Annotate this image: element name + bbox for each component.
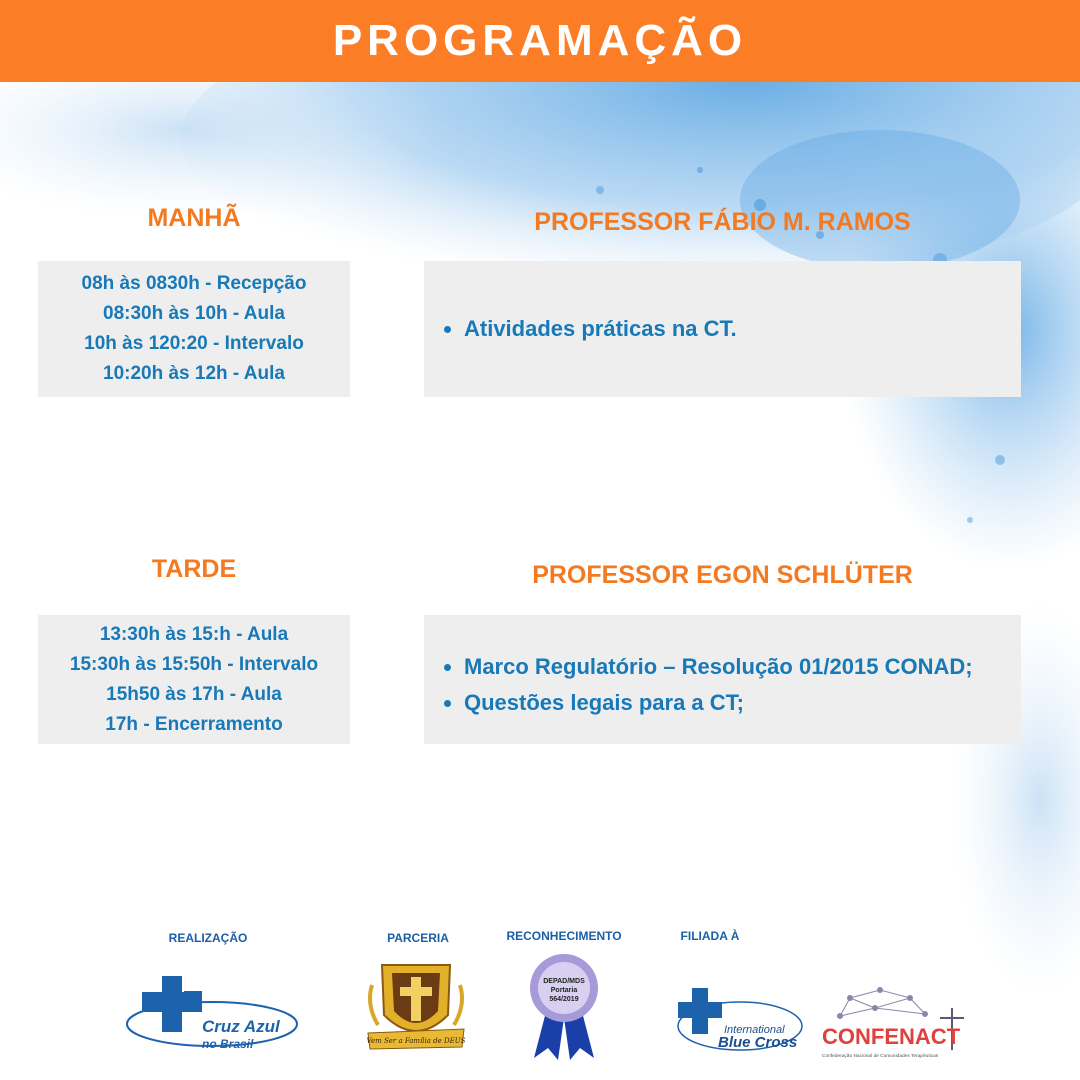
- parceria-logo-text: Vem Ser a Família de DEUS: [366, 1037, 466, 1045]
- schedule-item: 08:30h às 10h - Aula: [103, 303, 285, 324]
- schedule-item: 10:20h às 12h - Aula: [103, 363, 285, 384]
- seal-line2: Portaria: [550, 987, 578, 994]
- confenact-subtitle: Confederação Nacional de Comunidades Terapêuticas: [822, 1054, 939, 1059]
- recognition-seal: [522, 952, 606, 1062]
- parceria-logo: [364, 955, 468, 1059]
- schedule-item: 15h50 às 17h - Aula: [106, 683, 282, 705]
- page-title: PROGRAMAÇÃO: [332, 16, 748, 65]
- blue-cross-logo: [674, 986, 808, 1062]
- schedule-item: 17h - Encerramento: [105, 713, 283, 735]
- schedule-item: 08h às 0830h - Recepção: [81, 273, 307, 294]
- label-filiada: FILIADA À: [680, 929, 740, 943]
- afternoon-title: TARDE: [151, 555, 237, 583]
- schedule-item: 13:30h às 15:h - Aula: [99, 623, 289, 645]
- label-realizacao: REALIZAÇÃO: [168, 931, 248, 945]
- seal-line3: 564/2019: [549, 996, 579, 1003]
- seal-line1: DEPAD/MDS: [543, 978, 585, 985]
- blue-cross-line2: Blue Cross: [718, 1034, 798, 1051]
- morning-topics-list: [424, 311, 1021, 347]
- cruz-azul-logo: [122, 972, 300, 1064]
- afternoon-topics-list: [424, 649, 1021, 721]
- confenact-logo: [820, 986, 966, 1064]
- morning-professor: PROFESSOR FÁBIO M. RAMOS: [534, 208, 911, 236]
- morning-schedule-box: [38, 261, 350, 397]
- afternoon-professor: PROFESSOR EGON SCHLÜTER: [532, 561, 913, 589]
- label-reconhecimento: RECONHECIMENTO: [506, 929, 622, 943]
- topic-item: • Marco Regulatório – Resolução 01/2015 CONAD;: [464, 649, 1021, 685]
- network-globe-icon: [838, 988, 928, 1019]
- header-banner: [0, 0, 1080, 82]
- morning-title: MANHÃ: [147, 204, 241, 232]
- schedule-item: 15:30h às 15:50h - Intervalo: [69, 653, 319, 675]
- morning-topics-box: [424, 261, 1021, 397]
- label-parceria: PARCERIA: [387, 931, 449, 945]
- blue-cross-line1: International: [724, 1024, 785, 1036]
- afternoon-schedule-box: [38, 615, 350, 744]
- schedule-item: 10h às 120:20 - Intervalo: [84, 333, 304, 354]
- afternoon-topics-box: [424, 615, 1021, 744]
- topic-item: • Atividades práticas na CT.: [464, 311, 1021, 347]
- confenact-name: CONFENACT: [822, 1024, 961, 1049]
- topic-item: • Questões legais para a CT;: [464, 685, 1021, 721]
- cruz-azul-line1: Cruz Azul: [202, 1017, 280, 1036]
- cruz-azul-line2: no Brasil: [202, 1037, 254, 1051]
